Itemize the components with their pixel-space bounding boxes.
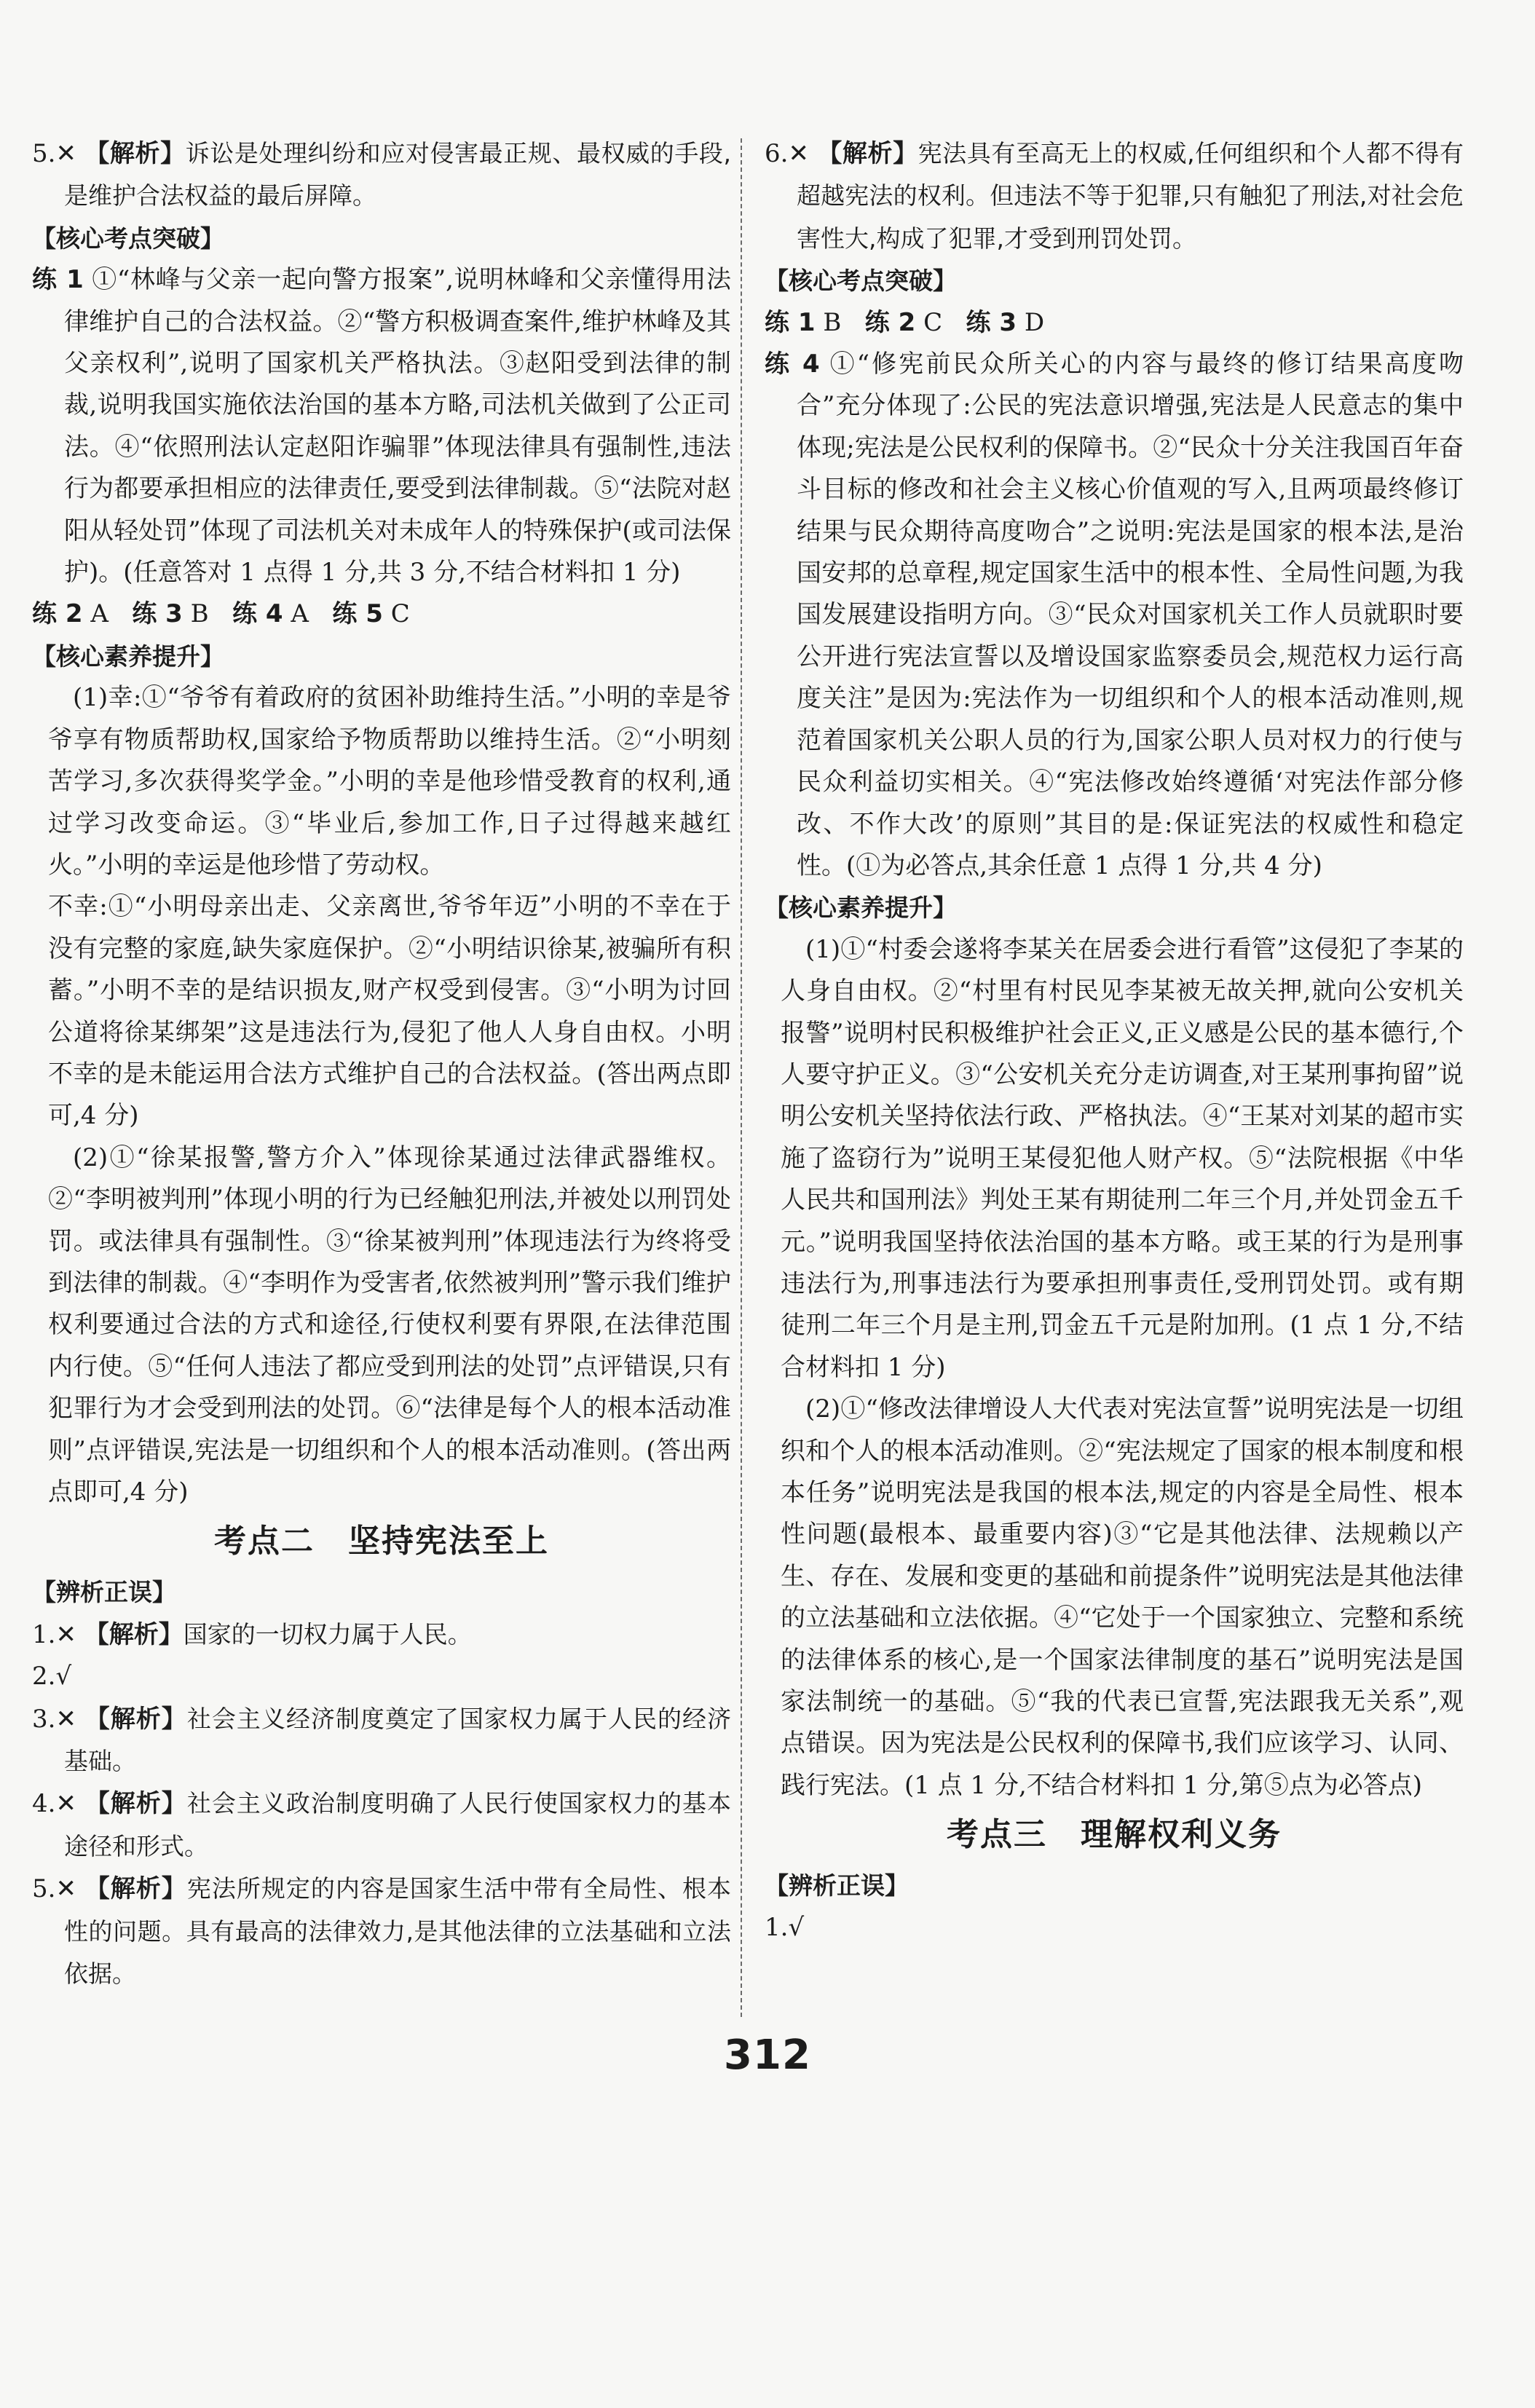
tf-item-5 [32,1868,731,1995]
exercise-answer: C [390,599,410,629]
section-literacy-improvement: 【核心素养提升】 [32,642,224,671]
exercise-text: ①“林峰与父亲一起向警方报案”,说明林峰和父亲懂得用法律维护自己的合法权益。②“警方积极调查案件,维护林峰及其父亲权利”,说明了国家机关严格执法。③赵阳受到法律的制裁,说明我国实施依法治国的基本方略,司法机关做到了公正司法。④“依照刑法认定赵阳诈骗罪”体现法律具有强制性,违法行为都要承担相应的法律责任,要受到法律制裁。⑤“法院对赵阳从轻处罚”体现了司法机关对未成年人的特殊保护(或司法保护)。(任意答对 1 点得 1 分,共 3 分,不结合材料扣 1 分) [64,265,732,588]
exercise-answer: C [923,307,943,337]
exercise-answer: B [190,599,209,629]
analysis-tag: 【解析】 [84,1619,184,1649]
exercise-label: 练 2 [32,599,83,629]
literacy-answer-1-misfortune: 不幸:①“小明母亲出走、父亲离世,爷爷年迈”小明的不幸在于没有完整的家庭,缺失家庭保护。②“小明结识徐某,被骗所有积蓄。”小明不幸的是结识损友,财产权受到侵害。③“小明为讨回公道将徐某绑架”这是违法行为,侵犯了他人人身自由权。小明不幸的是未能运用合法方式维护自己的合法权益。(答出两点即可,4 分) [48,892,731,1131]
exercise-label: 练 3 [966,307,1017,337]
analysis-text: 宪法所规定的内容是国家生活中带有全局性、根本性的问题。具有最高的法律效力,是其他法律的立法基础和立法依据。 [64,1874,732,1989]
exercise-answer: A [90,599,108,629]
topic-heading-3: 考点三 理解权利义务 [947,1816,1282,1854]
left-column [32,133,731,1995]
item-number: 3.✕ [32,1704,76,1734]
literacy-answer-1: (1)幸:①“爷爷有着政府的贫困补助维持生活。”小明的幸是爷爷享有物质帮助权,国家给予物质帮助以维持生活。②“小明刻苦学习,多次获得奖学金。”小明的幸是他珍惜受教育的权利,通过学习改变命运。③“毕业后,参加工作,日子过得越来越红火。”小明的幸运是他珍惜了劳动权。 [48,683,731,880]
analysis-text: 诉讼是处理纠纷和应对侵害最正规、最权威的手段,是维护合法权益的最后屏障。 [64,139,732,210]
tf-item-4 [32,1783,731,1868]
section-true-false: 【辨析正误】 [32,1578,176,1607]
exercise-label: 练 1 [32,265,84,295]
analysis-text: 社会主义政治制度明确了人民行使国家权力的基本途径和形式。 [64,1789,732,1860]
literacy-answer-1: (1)①“村委会遂将李某关在居委会进行看管”这侵犯了李某的人身自由权。②“村里有村民见李某被无故关押,就向公安机关报警”说明村民积极维护社会正义,正义感是公民的基本德行,个人要守护正义。③“公安机关充分走访调查,对王某刑事拘留”说明公安机关坚持依法行政、严格执法。④“王某对刘某的超市实施了盗窃行为”说明王某侵犯他人财产权。⑤“法院根据《中华人民共和国刑法》判处王某有期徒刑二年三个月,并处罚金五千元。”说明我国坚持依法治国的基本方略。或王某的行为是刑事违法行为,刑事违法行为要承担刑事责任,受刑罚处罚。或有期徒刑二年三个月是主刑,罚金五千元是附加刑。(1 点 1 分,不结合材料扣 1 分) [781,934,1464,1382]
exercise-4 [765,344,1464,887]
section-core-breakthrough: 【核心考点突破】 [765,267,957,296]
exercise-label: 练 4 [765,350,820,379]
analysis-tag: 【解析】 [84,1704,187,1734]
exercise-text: ①“修宪前民众所关心的内容与最终的修订结果高度吻合”充分体现了:公民的宪法意识增强,宪法是人民意志的集中体现;宪法是公民权利的保障书。②“民众十分关注我国百年奋斗目标的修改和社会主义核心价值观的写入,且两项最终修订结果与民众期待高度吻合”之说明:宪法是国家的根本法,是治国安邦的总章程,规定国家生活中的根本性、全局性问题,为我国发展建设指明方向。③“民众对国家机关工作人员就职时要公开进行宪法宣誓以及增设国家监察委员会,规范权力运行高度关注”是因为:宪法作为一切组织和个人的根本活动准则,规范着国家机关公职人员的行为,国家公职人员对权力的行使与民众利益切实相关。④“宪法修改始终遵循‘对宪法作部分修改、不作大改’的原则”其目的是:保证宪法的权威性和稳定性。(①为必答点,其余任意 1 点得 1 分,共 4 分) [797,350,1464,880]
exercise-label: 练 4 [232,599,283,629]
exercise-label: 练 5 [332,599,383,629]
tf-item-3 [32,1698,731,1783]
exercise-1 [32,259,731,593]
item-number: 5.✕ [32,139,76,168]
analysis-text: 社会主义经济制度奠定了国家权力属于人民的经济基础。 [64,1704,732,1776]
column-divider [741,138,742,2017]
section-true-false: 【辨析正误】 [765,1871,909,1900]
exercise-answer: A [291,599,309,629]
exercise-label: 练 3 [132,599,183,629]
exercise-answer: B [823,307,842,337]
right-item-6 [765,133,1464,260]
literacy-answer-2: (2)①“修改法律增设人大代表对宪法宣誓”说明宪法是一切组织和个人的根本活动准则。②“宪法规定了国家的根本制度和根本任务”说明宪法是我国的根本法,规定的内容是全局性、根本性问题(最根本、最重要内容)③“它是其他法律、法规赖以产生、存在、发展和变更的基础和前提条件”说明宪法是其他法律的立法基础和立法依据。④“它处于一个国家独立、完整和系统的法律体系的核心,是一个国家法律制度的基石”说明宪法是国家法制统一的基础。⑤“我的代表已宣誓,宪法跟我无关系”,观点错误。因为宪法是公民权利的保障书,我们应该学习、认同、践行宪法。(1 点 1 分,不结合材料扣 1 分,第⑤点为必答点) [781,1394,1464,1800]
analysis-tag: 【解析】 [84,1874,187,1904]
tf-item-2 [32,1656,731,1697]
exercise-answer: D [1024,307,1045,337]
exercise-short-answers [32,593,731,635]
analysis-text: 宪法具有至高无上的权威,任何组织和个人都不得有超越宪法的权利。但违法不等于犯罪,只有触犯了刑法,对社会危害性大,构成了犯罪,才受到刑罚处罚。 [797,139,1464,253]
item-number: 4.✕ [32,1789,76,1819]
analysis-tag: 【解析】 [84,139,186,168]
item-number: 1.√ [765,1912,805,1942]
exercise-short-answers [765,302,1464,344]
analysis-tag: 【解析】 [84,1789,187,1819]
exercise-label: 练 1 [765,307,816,337]
section-core-breakthrough: 【核心考点突破】 [32,224,224,253]
item-number: 5.✕ [32,1874,76,1904]
literacy-answer-2: (2)①“徐某报警,警方介入”体现徐某通过法律武器维权。②“李明被判刑”体现小明的行为已经触犯刑法,并被处以刑罚处罚。或法律具有强制性。③“徐某被判刑”体现违法行为终将受到法律的制裁。④“李明作为受害者,依然被判刑”警示我们维护权利要通过合法的方式和途径,行使权利要有界限,在法律范围内行使。⑤“任何人违法了都应受到刑法的处罚”点评错误,只有犯罪行为才会受到刑法的处罚。⑥“法律是每个人的根本活动准则”点评错误,宪法是一切组织和个人的根本活动准则。(答出两点即可,4 分) [48,1142,731,1507]
analysis-tag: 【解析】 [817,139,918,168]
right-column [765,133,1464,1949]
left-item-5 [32,133,731,218]
tf-item-1 [765,1907,1464,1949]
section-literacy-improvement: 【核心素养提升】 [765,893,957,923]
page-number: 312 [724,2032,811,2079]
analysis-text: 国家的一切权力属于人民。 [183,1619,472,1649]
item-number: 1.✕ [32,1619,76,1649]
item-number: 2.√ [32,1662,72,1691]
item-number: 6.✕ [765,139,809,168]
tf-item-1 [32,1614,731,1656]
exercise-label: 练 2 [864,307,916,337]
topic-heading-2: 考点二 坚持宪法至上 [214,1523,549,1560]
